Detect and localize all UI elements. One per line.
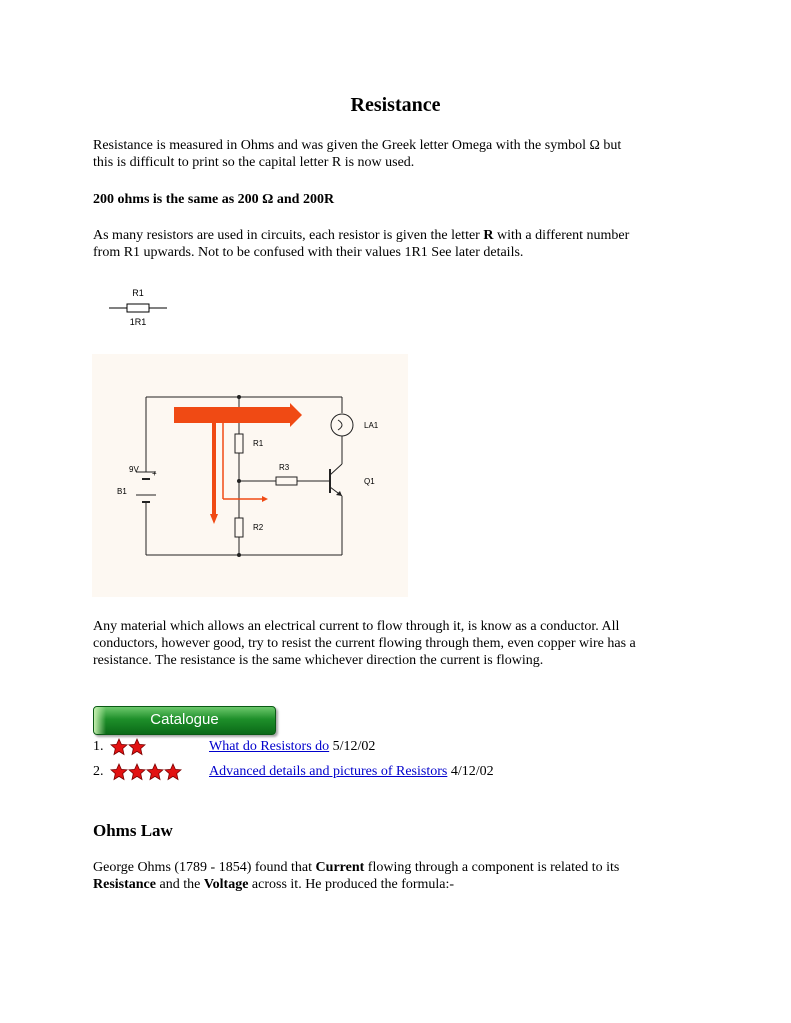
numbering-text: As many resistors are used in circuits, each resistor is given the letter: [93, 228, 484, 243]
term-voltage: Voltage: [203, 877, 249, 892]
junction-bottom: [237, 553, 241, 557]
catalogue-item-1: [93, 737, 593, 757]
numbering-line-1: [93, 227, 703, 244]
catalogue-item-date: 5/12/02: [332, 739, 376, 754]
catalogue-item-number: 2.: [93, 764, 104, 779]
label-plus: +: [152, 469, 157, 478]
label-r1: R1: [253, 439, 264, 448]
resistor-symbol-value: 1R1: [129, 317, 147, 327]
star-icon: [165, 764, 181, 780]
ohms-text-formula: across it. He produced the formula:-: [248, 877, 455, 892]
ohms-law-paragraph: [93, 859, 713, 893]
catalogue-button[interactable]: [93, 706, 276, 735]
star-icon: [129, 739, 145, 755]
equivalence-statement: 200 ohms is the same as 200 Ω and 200R: [93, 192, 335, 207]
resistor-body: [127, 304, 149, 312]
ohms-text: George Ohms (1789 - 1854) found that: [93, 860, 316, 875]
label-b1: B1: [117, 487, 127, 496]
ohms-text-and: and the: [156, 877, 204, 892]
label-r2: R2: [253, 523, 264, 532]
numbering-text-end: with a different number: [493, 228, 630, 243]
catalogue-item-2: [93, 762, 593, 782]
circuit-background: [92, 354, 408, 597]
rating-2-stars-icon: [110, 738, 150, 756]
catalogue-link-advanced-details[interactable]: Advanced details and pictures of Resistors: [209, 764, 448, 779]
intro-paragraph: [93, 137, 703, 171]
catalogue-item-number: 1.: [93, 739, 104, 754]
term-resistance: Resistance: [93, 877, 156, 892]
intro-line-2: this is difficult to print so the capital letter R is now used.: [93, 155, 415, 170]
conductor-line-1: Any material which allows an electrical current to flow through it, is know as a conductor. All: [93, 619, 620, 634]
catalogue-link-what-do-resistors-do[interactable]: What do Resistors do: [209, 739, 330, 754]
star-icon: [111, 739, 127, 755]
resistor-symbol-name: R1: [132, 288, 144, 298]
conductor-line-3: resistance. The resistance is the same whichever direction the current is flowing.: [93, 653, 544, 668]
label-voltage: 9V: [129, 465, 139, 474]
current-arrow-top-band: [174, 407, 292, 423]
page-title: Resistance: [350, 94, 441, 116]
label-q1: Q1: [364, 477, 375, 486]
ohms-law-heading: Ohms Law: [93, 821, 173, 840]
term-current: Current: [315, 860, 365, 875]
numbering-line-2: from R1 upwards. Not to be confused with their values 1R1 See later details.: [93, 245, 524, 260]
resistor-symbol-diagram: [105, 286, 175, 328]
star-icon: [147, 764, 163, 780]
conductor-paragraph: [93, 618, 708, 669]
conductor-line-2: conductors, however good, try to resist the current flowing through them, even copper wire has a: [93, 636, 636, 651]
label-r3: R3: [279, 463, 290, 472]
catalogue-item-entry: [209, 762, 494, 782]
junction-middle: [237, 479, 241, 483]
rating-4-stars-icon: [110, 763, 186, 781]
star-icon: [129, 764, 145, 780]
catalogue-item-date: 4/12/02: [450, 764, 494, 779]
star-icon: [111, 764, 127, 780]
letter-r: R: [483, 228, 494, 243]
ohms-line-1: [93, 859, 713, 876]
junction-top: [237, 395, 241, 399]
circuit-diagram: [92, 354, 408, 597]
ohms-text-end: flowing through a component is related to its: [364, 860, 620, 875]
ohms-line-2: [93, 876, 713, 893]
catalogue-button-label: Catalogue: [150, 711, 219, 728]
numbering-paragraph: [93, 227, 703, 261]
catalogue-item-entry: [209, 737, 375, 757]
label-la1: LA1: [364, 421, 379, 430]
intro-line-1: Resistance is measured in Ohms and was given the Greek letter Omega with the symbol Ω but: [93, 138, 622, 153]
